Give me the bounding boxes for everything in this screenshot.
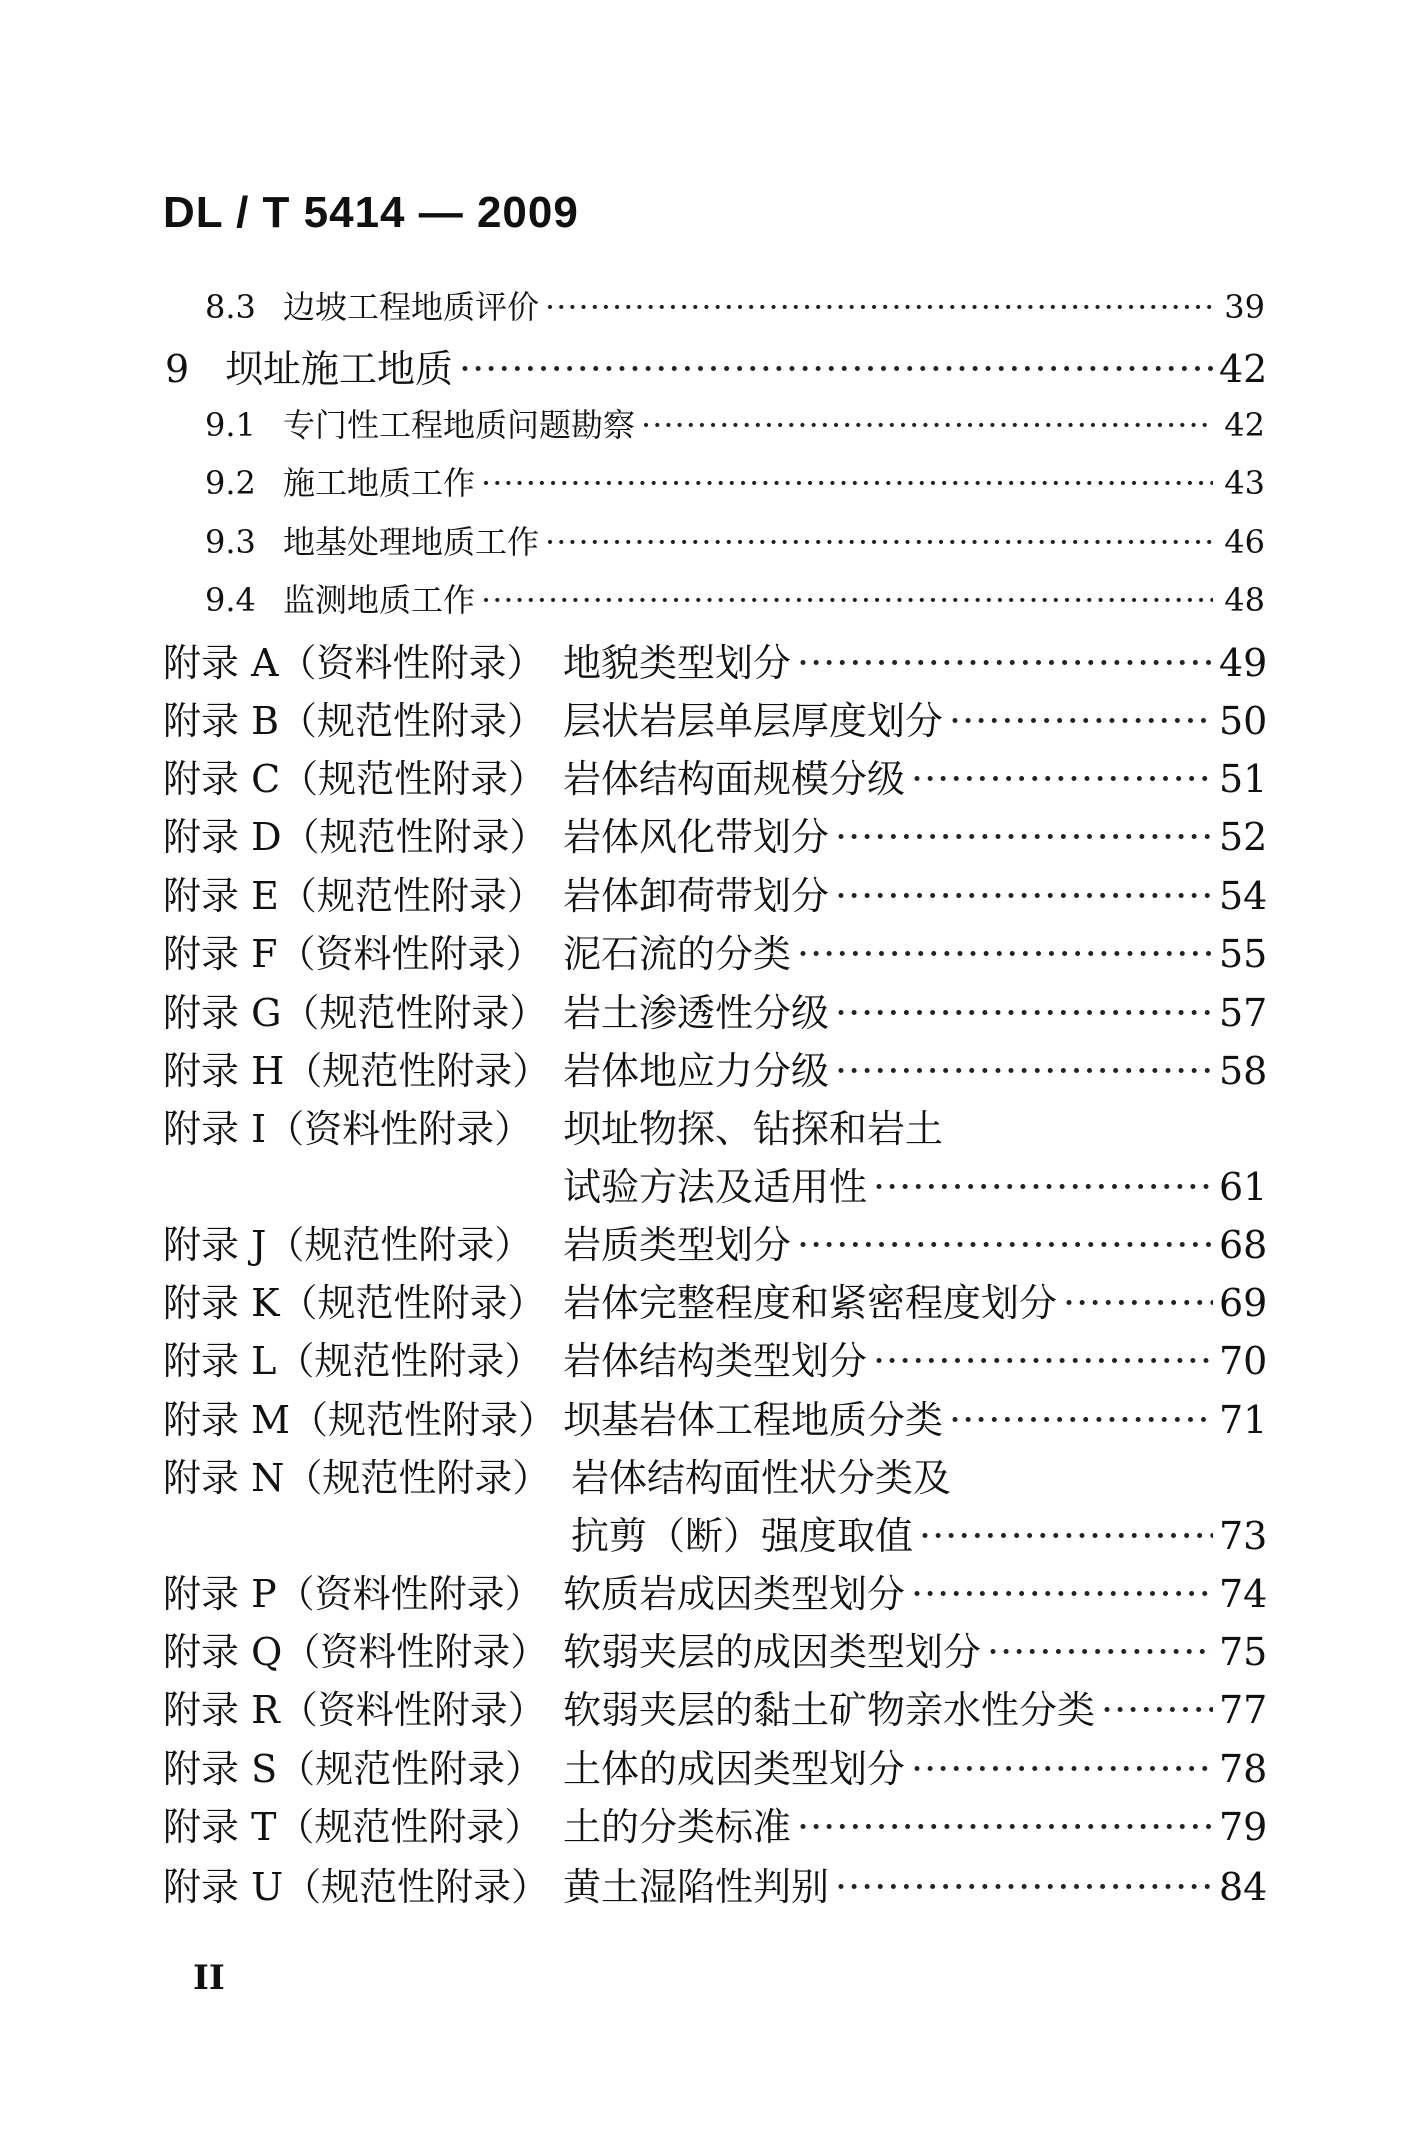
toc-entry-appendix-d[interactable]	[163, 806, 1268, 861]
appendix-label: 附录 E（规范性附录）	[163, 874, 545, 918]
section-title: 监测地质工作	[283, 581, 476, 619]
section-number: 9.3	[205, 523, 256, 561]
page-number: 79	[1219, 1805, 1268, 1849]
page-number: 43	[1224, 464, 1265, 502]
appendix-label: 附录 G（规范性附录）	[163, 991, 548, 1035]
toc-entry-appendix-s[interactable]	[163, 1738, 1268, 1793]
section-title: 边坡工程地质评价	[283, 288, 540, 326]
toc-entry-appendix-t[interactable]	[163, 1796, 1268, 1851]
section-number: 9.1	[205, 406, 256, 444]
page-number: 52	[1219, 815, 1268, 859]
toc-entry-appendix-f[interactable]	[163, 923, 1268, 978]
dot-leader	[1101, 1688, 1213, 1732]
appendix-label: 附录 L（规范性附录）	[163, 1339, 543, 1383]
toc-entry-9-2[interactable]	[205, 458, 1265, 504]
appendix-title: 岩体结构类型划分	[563, 1339, 868, 1383]
toc-entry-appendix-m[interactable]	[163, 1389, 1268, 1444]
dot-leader	[949, 699, 1213, 743]
dot-leader	[797, 1805, 1213, 1849]
toc-entry-9-3[interactable]	[205, 517, 1265, 563]
appendix-title: 岩体风化带划分	[563, 815, 830, 859]
section-title: 施工地质工作	[283, 464, 476, 502]
toc-entry-appendix-n-line1[interactable]	[163, 1447, 951, 1502]
dot-leader	[873, 1165, 1213, 1209]
dot-leader	[797, 1223, 1213, 1267]
appendix-title: 软质岩成因类型划分	[563, 1572, 906, 1616]
appendix-label: 附录 K（规范性附录）	[163, 1281, 546, 1325]
appendix-label: 附录 T（规范性附录）	[163, 1805, 543, 1849]
page-number: 70	[1219, 1339, 1268, 1383]
appendix-label: 附录 N（规范性附录）	[163, 1456, 551, 1500]
page-number: 50	[1219, 699, 1268, 743]
appendix-title: 黄土湿陷性判别	[563, 1865, 830, 1909]
dot-leader	[835, 1049, 1213, 1093]
page-number: 78	[1219, 1747, 1268, 1791]
appendix-label: 附录 S（规范性附录）	[163, 1747, 544, 1791]
toc-entry-appendix-b[interactable]	[163, 690, 1268, 745]
appendix-title: 土的分类标准	[563, 1805, 792, 1849]
page-number: 75	[1219, 1630, 1268, 1674]
appendix-label: 附录 H（规范性附录）	[163, 1049, 551, 1093]
toc-entry-appendix-u[interactable]	[163, 1856, 1268, 1911]
appendix-label: 附录 J（规范性附录）	[163, 1223, 533, 1267]
page-number: 68	[1219, 1223, 1268, 1267]
appendix-title: 地貌类型划分	[563, 641, 792, 685]
dot-leader	[835, 991, 1213, 1035]
dot-leader	[911, 1747, 1213, 1791]
appendix-title: 坝址物探、钻探和岩土	[563, 1107, 944, 1151]
appendix-label: 附录 B（规范性附录）	[163, 699, 546, 743]
dot-leader	[545, 523, 1213, 561]
page-number: 42	[1224, 406, 1265, 444]
page-number: 54	[1219, 874, 1268, 918]
toc-entry-appendix-l[interactable]	[163, 1330, 1268, 1385]
toc-entry-9-4[interactable]	[205, 575, 1265, 621]
dot-leader	[1063, 1281, 1213, 1325]
dot-leader	[797, 932, 1213, 976]
page-number: 74	[1219, 1572, 1268, 1616]
appendix-title: 岩质类型划分	[563, 1223, 792, 1267]
page-number: 71	[1219, 1398, 1268, 1442]
page-number: 61	[1219, 1165, 1268, 1209]
toc-entry-appendix-c[interactable]	[163, 748, 1268, 803]
appendix-title: 岩体卸荷带划分	[563, 874, 830, 918]
appendix-label: 附录 C（规范性附录）	[163, 757, 547, 801]
appendix-label: 附录 U（规范性附录）	[163, 1865, 550, 1909]
page-number: 55	[1219, 932, 1268, 976]
appendix-label: 附录 R（资料性附录）	[163, 1688, 546, 1732]
appendix-title: 岩体完整程度和紧密程度划分	[563, 1281, 1058, 1325]
appendix-label: 附录 I（资料性附录）	[163, 1107, 533, 1151]
appendix-label: 附录 P（资料性附录）	[163, 1572, 543, 1616]
page-number: 77	[1219, 1688, 1268, 1732]
appendix-title: 岩土渗透性分级	[563, 991, 830, 1035]
page-footer-number: II	[193, 1958, 225, 1998]
page-number: 46	[1224, 523, 1265, 561]
page-number: 73	[1219, 1514, 1268, 1558]
page-number: 57	[1219, 991, 1268, 1035]
dot-leader	[911, 757, 1213, 801]
dot-leader	[481, 581, 1213, 619]
appendix-title: 层状岩层单层厚度划分	[563, 699, 944, 743]
page-number: 39	[1224, 288, 1265, 326]
dot-leader	[797, 641, 1213, 685]
appendix-title-continued: 抗剪（断）强度取值	[571, 1514, 914, 1558]
toc-entry-appendix-h[interactable]	[163, 1040, 1268, 1095]
page-number: 49	[1219, 641, 1268, 685]
toc-entry-appendix-p[interactable]	[163, 1563, 1268, 1618]
dot-leader	[481, 464, 1213, 502]
section-number: 9.4	[205, 581, 256, 619]
appendix-label: 附录 D（规范性附录）	[163, 815, 548, 859]
appendix-title-continued: 试验方法及适用性	[563, 1165, 868, 1209]
section-number: 9	[165, 347, 190, 391]
toc-entry-appendix-a[interactable]	[163, 632, 1268, 687]
section-title: 地基处理地质工作	[283, 523, 540, 561]
toc-entry-appendix-r[interactable]	[163, 1679, 1268, 1734]
appendix-label: 附录 A（资料性附录）	[163, 641, 545, 685]
page-number: 84	[1219, 1865, 1268, 1909]
toc-entry-appendix-q[interactable]	[163, 1621, 1268, 1676]
dot-leader	[919, 1514, 1213, 1558]
toc-entry-9[interactable]	[165, 338, 1268, 393]
toc-entry-appendix-i-line2[interactable]	[563, 1156, 1268, 1211]
dot-leader	[835, 815, 1213, 859]
appendix-title: 岩体结构面规模分级	[563, 757, 906, 801]
toc-entry-appendix-e[interactable]	[163, 865, 1268, 920]
page-number: 58	[1219, 1049, 1268, 1093]
section-title: 坝址施工地质	[225, 347, 454, 391]
appendix-label: 附录 M（规范性附录）	[163, 1398, 556, 1442]
appendix-label: 附录 F（资料性附录）	[163, 932, 544, 976]
dot-leader	[911, 1572, 1213, 1616]
section-number: 9.2	[205, 464, 256, 502]
appendix-label: 附录 Q（资料性附录）	[163, 1630, 549, 1674]
toc-entry-appendix-n-line2[interactable]	[571, 1505, 1268, 1560]
dot-leader	[835, 874, 1213, 918]
page-number: 51	[1219, 757, 1268, 801]
section-number: 8.3	[205, 288, 256, 326]
toc-entry-appendix-i-line1[interactable]	[163, 1098, 943, 1153]
appendix-title: 泥石流的分类	[563, 932, 792, 976]
toc-entry-appendix-j[interactable]	[163, 1214, 1268, 1269]
dot-leader	[545, 288, 1213, 326]
dot-leader	[873, 1339, 1213, 1383]
appendix-title: 坝基岩体工程地质分类	[563, 1398, 944, 1442]
toc-entry-8-3[interactable]	[205, 282, 1265, 328]
page-number: 48	[1224, 581, 1265, 619]
toc-entry-appendix-g[interactable]	[163, 982, 1268, 1037]
appendix-title: 土体的成因类型划分	[563, 1747, 906, 1791]
toc-entry-appendix-k[interactable]	[163, 1272, 1268, 1327]
dot-leader	[641, 406, 1213, 444]
section-title: 专门性工程地质问题勘察	[283, 406, 636, 444]
dot-leader	[949, 1398, 1213, 1442]
appendix-title: 岩体结构面性状分类及	[571, 1456, 952, 1500]
toc-entry-9-1[interactable]	[205, 400, 1265, 446]
page-number: 42	[1219, 347, 1268, 391]
appendix-title: 软弱夹层的黏土矿物亲水性分类	[563, 1688, 1096, 1732]
dot-leader	[987, 1630, 1213, 1674]
document-code: DL / T 5414 — 2009	[163, 188, 579, 237]
appendix-title: 岩体地应力分级	[563, 1049, 830, 1093]
page-number: 69	[1219, 1281, 1268, 1325]
dot-leader	[835, 1865, 1213, 1909]
dot-leader	[459, 347, 1213, 391]
appendix-title: 软弱夹层的成因类型划分	[563, 1630, 982, 1674]
